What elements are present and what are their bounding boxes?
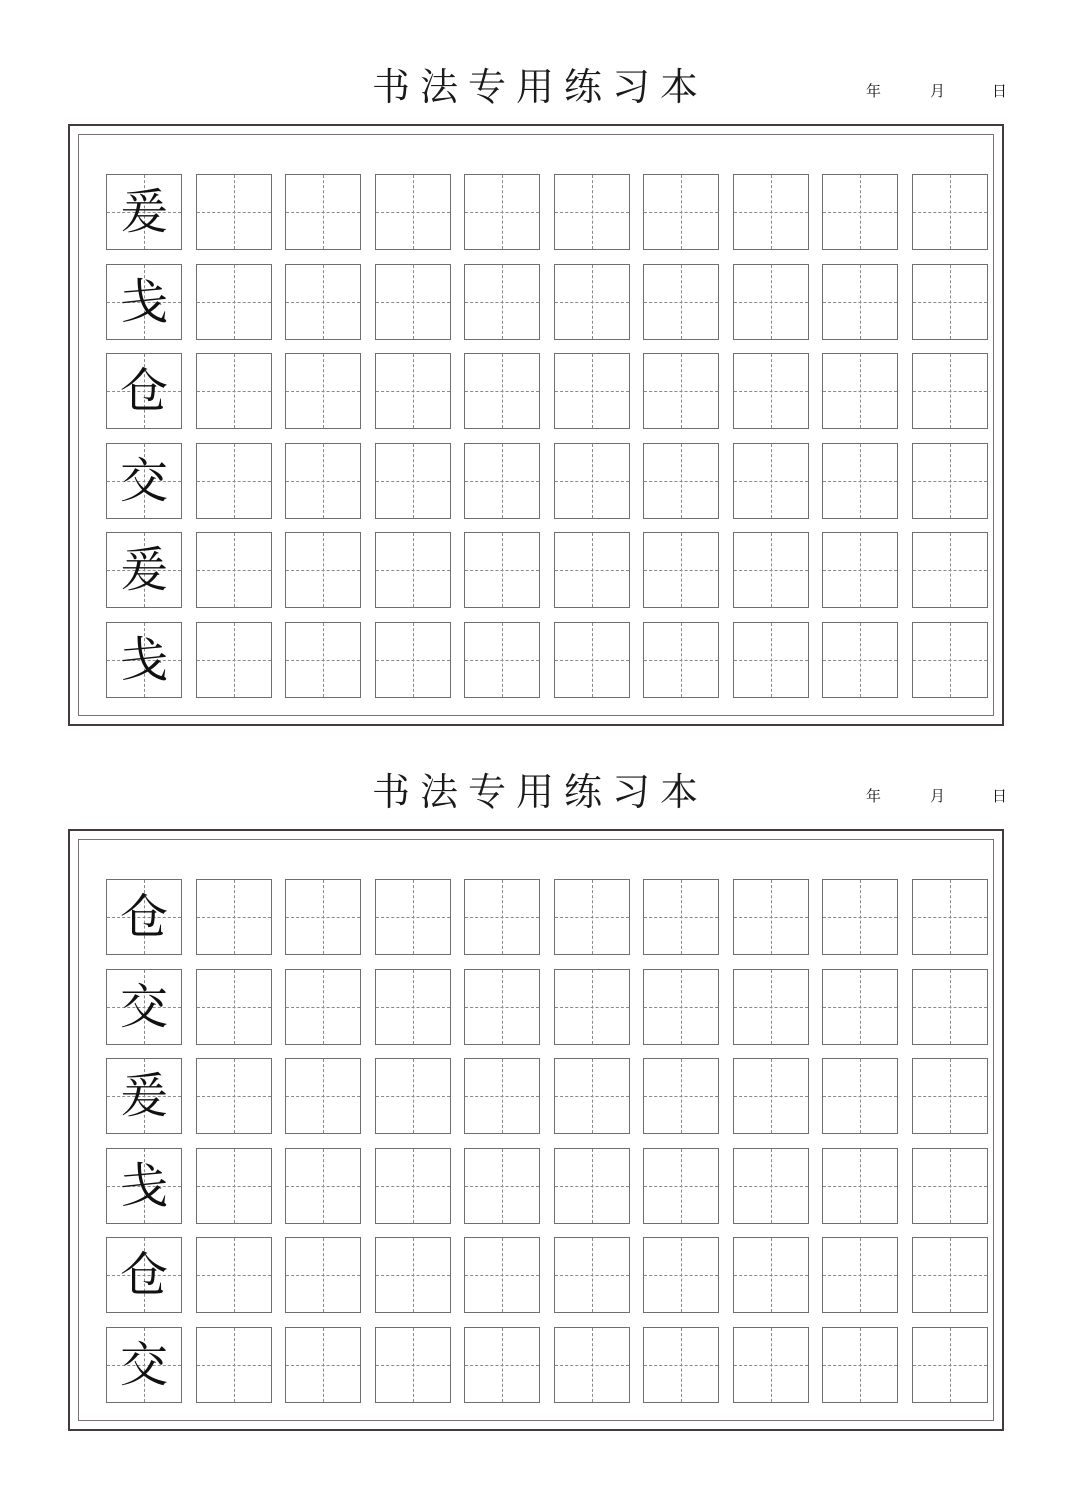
practice-cell	[464, 1327, 540, 1403]
practice-cell	[196, 1148, 272, 1224]
practice-cell	[464, 264, 540, 340]
practice-cell	[196, 969, 272, 1045]
practice-sheet-1	[0, 50, 1080, 790]
sheet-border	[68, 829, 1004, 1431]
practice-cell	[912, 969, 988, 1045]
practice-cell	[285, 1237, 361, 1313]
practice-cell	[464, 969, 540, 1045]
practice-cell	[822, 1148, 898, 1224]
practice-cell	[643, 1327, 719, 1403]
practice-cell	[464, 353, 540, 429]
model-character: 交	[119, 1336, 168, 1393]
practice-cell	[285, 1058, 361, 1134]
practice-cell	[554, 1237, 630, 1313]
practice-cell	[912, 1237, 988, 1313]
practice-cell	[554, 879, 630, 955]
practice-cell	[643, 174, 719, 250]
date-year-label: 年	[866, 787, 882, 805]
practice-cell	[285, 353, 361, 429]
practice-cell	[375, 443, 451, 519]
model-character-cell	[106, 1327, 182, 1403]
practice-cell	[822, 969, 898, 1045]
practice-cell	[196, 622, 272, 698]
practice-cell	[733, 532, 809, 608]
practice-cell	[464, 622, 540, 698]
model-character-cell	[106, 879, 182, 955]
practice-cell	[643, 879, 719, 955]
practice-cell	[733, 264, 809, 340]
practice-cell	[196, 443, 272, 519]
practice-cell	[912, 1148, 988, 1224]
practice-cell	[375, 353, 451, 429]
practice-cell	[554, 1327, 630, 1403]
practice-cell	[643, 622, 719, 698]
date-day-label: 日	[992, 82, 1008, 100]
practice-cell	[912, 264, 988, 340]
practice-cell	[554, 443, 630, 519]
practice-cell	[733, 1237, 809, 1313]
practice-cell	[643, 969, 719, 1045]
practice-cell	[554, 532, 630, 608]
date-day-label: 日	[992, 787, 1008, 805]
practice-cell	[822, 1237, 898, 1313]
practice-cell	[643, 532, 719, 608]
model-character-cell	[106, 1148, 182, 1224]
practice-cell	[196, 1237, 272, 1313]
practice-cell	[733, 1058, 809, 1134]
sheet-title: 书法专用练习本	[371, 65, 708, 109]
practice-cell	[733, 1327, 809, 1403]
model-character-cell	[106, 1058, 182, 1134]
practice-cell	[196, 879, 272, 955]
practice-cell	[285, 532, 361, 608]
practice-cell	[912, 879, 988, 955]
practice-cell	[375, 1327, 451, 1403]
practice-cell	[375, 1058, 451, 1134]
model-character-cell	[106, 532, 182, 608]
practice-cell	[822, 443, 898, 519]
practice-cell	[822, 532, 898, 608]
date-year-label: 年	[866, 82, 882, 100]
practice-cell	[643, 1237, 719, 1313]
sheet-inner-border	[78, 839, 994, 1421]
practice-cell	[643, 353, 719, 429]
date-field	[860, 80, 1010, 104]
practice-cell	[554, 1058, 630, 1134]
practice-cell	[196, 264, 272, 340]
practice-cell	[554, 969, 630, 1045]
practice-cell	[196, 353, 272, 429]
practice-cell	[822, 353, 898, 429]
model-character: 仓	[119, 889, 168, 945]
practice-cell	[643, 1058, 719, 1134]
practice-cell	[912, 174, 988, 250]
practice-cell	[822, 879, 898, 955]
practice-cell	[733, 1148, 809, 1224]
practice-cell	[822, 622, 898, 698]
practice-cell	[375, 1148, 451, 1224]
practice-cell	[375, 264, 451, 340]
practice-cell	[912, 1058, 988, 1134]
model-character-cell	[106, 174, 182, 250]
practice-cell	[554, 622, 630, 698]
practice-cell	[733, 879, 809, 955]
practice-sheet-2	[0, 755, 1080, 1495]
model-character-cell	[106, 622, 182, 698]
practice-cell	[285, 174, 361, 250]
practice-cell	[912, 622, 988, 698]
date-field	[860, 785, 1010, 809]
practice-cell	[464, 1237, 540, 1313]
model-character: 戋	[119, 273, 168, 330]
practice-cell	[285, 1148, 361, 1224]
practice-cell	[912, 532, 988, 608]
practice-cell	[554, 1148, 630, 1224]
model-character-cell	[106, 353, 182, 429]
date-month-label: 月	[930, 82, 946, 100]
practice-cell	[285, 622, 361, 698]
practice-grid	[106, 174, 988, 698]
practice-cell	[733, 969, 809, 1045]
practice-cell	[464, 174, 540, 250]
practice-cell	[285, 264, 361, 340]
model-character: 仓	[119, 363, 168, 419]
model-character: 戋	[119, 631, 168, 688]
practice-cell	[643, 443, 719, 519]
practice-cell	[912, 1327, 988, 1403]
practice-cell	[822, 264, 898, 340]
practice-cell	[464, 879, 540, 955]
date-month-label: 月	[930, 787, 946, 805]
model-character: 爰	[119, 542, 168, 598]
practice-cell	[733, 443, 809, 519]
practice-grid	[106, 879, 988, 1403]
practice-cell	[464, 532, 540, 608]
practice-cell	[375, 879, 451, 955]
practice-cell	[285, 443, 361, 519]
practice-cell	[464, 1148, 540, 1224]
practice-cell	[464, 443, 540, 519]
model-character: 爰	[119, 1068, 168, 1124]
practice-cell	[196, 1058, 272, 1134]
model-character: 交	[119, 978, 168, 1035]
practice-cell	[822, 174, 898, 250]
model-character-cell	[106, 1237, 182, 1313]
model-character: 爰	[119, 184, 168, 240]
practice-cell	[285, 879, 361, 955]
practice-cell	[912, 353, 988, 429]
practice-cell	[375, 1237, 451, 1313]
practice-cell	[196, 1327, 272, 1403]
practice-cell	[375, 532, 451, 608]
practice-cell	[285, 1327, 361, 1403]
model-character-cell	[106, 443, 182, 519]
practice-cell	[375, 969, 451, 1045]
practice-cell	[554, 264, 630, 340]
practice-cell	[285, 969, 361, 1045]
model-character-cell	[106, 969, 182, 1045]
practice-cell	[822, 1058, 898, 1134]
model-character: 戋	[119, 1157, 168, 1214]
practice-cell	[554, 353, 630, 429]
practice-cell	[822, 1327, 898, 1403]
practice-cell	[554, 174, 630, 250]
practice-cell	[464, 1058, 540, 1134]
practice-cell	[375, 622, 451, 698]
practice-cell	[912, 443, 988, 519]
sheet-title: 书法专用练习本	[371, 770, 708, 814]
model-character-cell	[106, 264, 182, 340]
sheet-inner-border	[78, 134, 994, 716]
practice-cell	[375, 174, 451, 250]
sheet-border	[68, 124, 1004, 726]
practice-cell	[733, 622, 809, 698]
practice-cell	[196, 174, 272, 250]
practice-cell	[733, 174, 809, 250]
practice-cell	[196, 532, 272, 608]
model-character: 仓	[119, 1247, 168, 1303]
practice-cell	[643, 1148, 719, 1224]
model-character: 交	[119, 452, 168, 509]
practice-cell	[733, 353, 809, 429]
practice-cell	[643, 264, 719, 340]
